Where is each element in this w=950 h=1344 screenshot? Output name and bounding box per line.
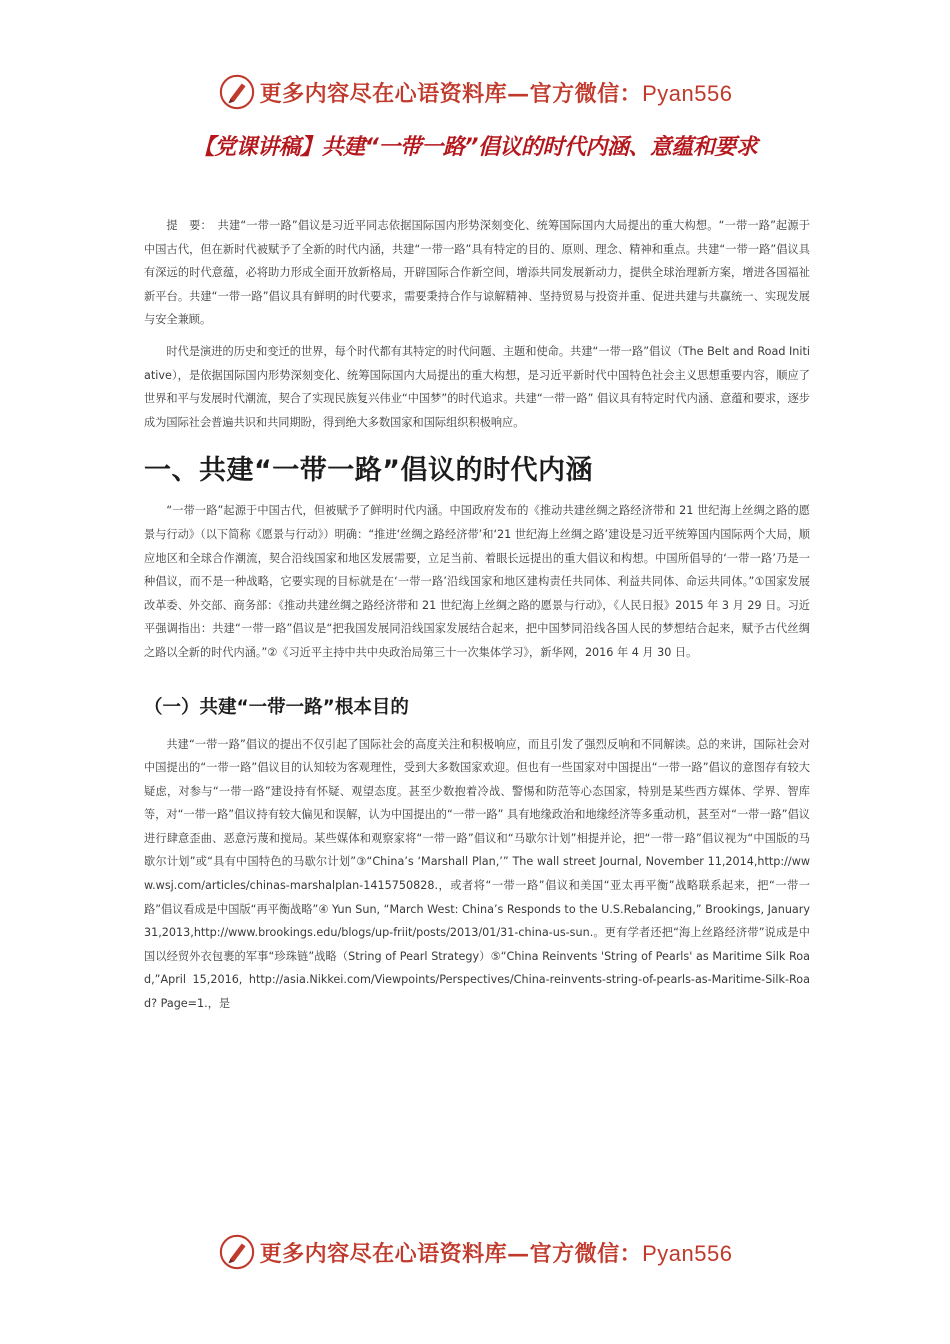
brand-text: 更多内容尽在心语资料库—官方微信：Pyan556 <box>259 80 733 107</box>
subsection-1-heading: （一）共建“一带一路”根本目的 <box>144 696 409 718</box>
brand-banner-bottom <box>0 1232 950 1272</box>
brand-text: 更多内容尽在心语资料库—官方微信：Pyan556 <box>259 1240 733 1267</box>
document-body <box>144 214 810 1026</box>
pen-logo-icon <box>218 73 256 111</box>
abstract-paragraph: 提 要： 共建“一带一路”倡议是习近平同志依据国际国内形势深刻变化、统筹国际国内大局提出的重大构想。“一带一路”起源于中国古代，但在新时代被赋予了全新的时代内涵，共建“一带一路”具有特定的目的、原则、理念、精神和重点。共建“一带一路”倡议具有深远的时代意蕴，必将助力形成全面开放新格局，开辟国际合作新空间，增添共同发展新动力，提供全球治理新方案，增进各国福祉新平台。共建“一带一路”倡议具有鲜明的时代要求，需要秉持合作与谅解精神、坚持贸易与投资并重、促进共建与共赢统一、实现发展与安全兼顾。 <box>144 219 810 327</box>
subsection-1-paragraph: 共建“一带一路”倡议的提出不仅引起了国际社会的高度关注和积极响应，而且引发了强烈反响和不同解读。总的来讲，国际社会对中国提出的“一带一路”倡议目的认知较为客观理性，受到大多数国家欢迎。但也有一些国家对中国提出“一带一路”倡议的意图存有较大疑虑，对参与“一带一路”建设持有怀疑、观望态度。甚至少数抱着冷战、警惕和防范等心态国家，特别是某些西方媒体、学界、智库等，对“一带一路”倡议持有较大偏见和误解，认为中国提出的“一带一路” 具有地缘政治和地缘经济等多重动机，甚至对“一带一路”倡议进行肆意歪曲、恶意污蔑和搅局。某些媒体和观察家将“一带一路”倡议和“马歇尔计划”相提并论，把“一带一路”倡议视为“中国版的马歇尔计划”或“具有中国特色的马歇尔计划”③“China’s ‘Marshall Plan,’” The wall street Journal, November 11,2014,http://www.wsj.com/articles/chinas-marshalplan-1415750828.，或者将“一带一路”倡议和美国“亚太再平衡”战略联系起来，把“一带一路”倡议看成是中国版“再平衡战略”④ Yun Sun, “March West: China’s Responds to the U.S.Rebalancing,” Brookings, January 31,2013,http://www.brookings.edu/blogs/up-friit/posts/2013/01/31-china-us-sun.。更有学者还把“海上丝路经济带”说成是中国以经贸外衣包裹的军事“珍珠链”战略（String of Pearl Strategy）⑤“China Reinvents 'String of Pearls' as Maritime Silk Road,”April 15,2016, http://asia.Nikkei.com/Viewpoints/Perspectives/China-reinvents-string-of-pearls-as-Maritime-Silk-Road? Page=1.，是 <box>144 737 810 1011</box>
section-1-paragraph: “一带一路”起源于中国古代，但被赋予了鲜明时代内涵。中国政府发布的《推动共建丝绸之路经济带和 21 世纪海上丝绸之路的愿景与行动》（以下简称《愿景与行动》）明确：“推进‘丝绸之路经济带’和‘21 世纪海上丝绸之路’建设是习近平统筹国内国际两个大局，顺应地区和全球合作潮流，契合沿线国家和地区发展需要，立足当前、着眼长远提出的重大倡议和构想。中国所倡导的‘一带一路’乃是一种倡议，而不是一种战略，它要实现的目标就是在‘一带一路’沿线国家和地区建构责任共同体、利益共同体、命运共同体。”①国家发展改革委、外交部、商务部：《推动共建丝绸之路经济带和 21 世纪海上丝绸之路的愿景与行动》，《人民日报》2015 年 3 月 29 日。习近平强调指出：共建“一带一路”倡议是“把我国发展同沿线国家发展结合起来，把中国梦同沿线各国人民的梦想结合起来，赋予古代丝绸之路以全新的时代内涵。”②《习近平主持中共中央政治局第三十一次集体学习》，新华网，2016 年 4 月 30 日。 <box>144 504 810 659</box>
brand-banner-top <box>0 72 950 112</box>
pen-logo-icon <box>218 1233 256 1271</box>
document-title: 【党课讲稿】共建“一带一路”倡议的时代内涵、意蕴和要求 <box>192 135 758 160</box>
section-1-heading: 一、共建“一带一路”倡议的时代内涵 <box>144 455 593 487</box>
intro-paragraph: 时代是演进的历史和变迁的世界，每个时代都有其特定的时代问题、主题和使命。共建“一带一路”倡议（The Belt and Road Initiative），是依据国际国内形势深刻变化、统筹国际国内大局提出的重大构想，是习近平新时代中国特色社会主义思想重要内容，顺应了世界和平与发展时代潮流，契合了实现民族复兴伟业“中国梦”的时代追求。共建“一带一路” 倡议具有特定时代内涵、意蕴和要求，逐步成为国际社会普遍共识和共同期盼，得到绝大多数国家和国际组织积极响应。 <box>144 344 810 429</box>
